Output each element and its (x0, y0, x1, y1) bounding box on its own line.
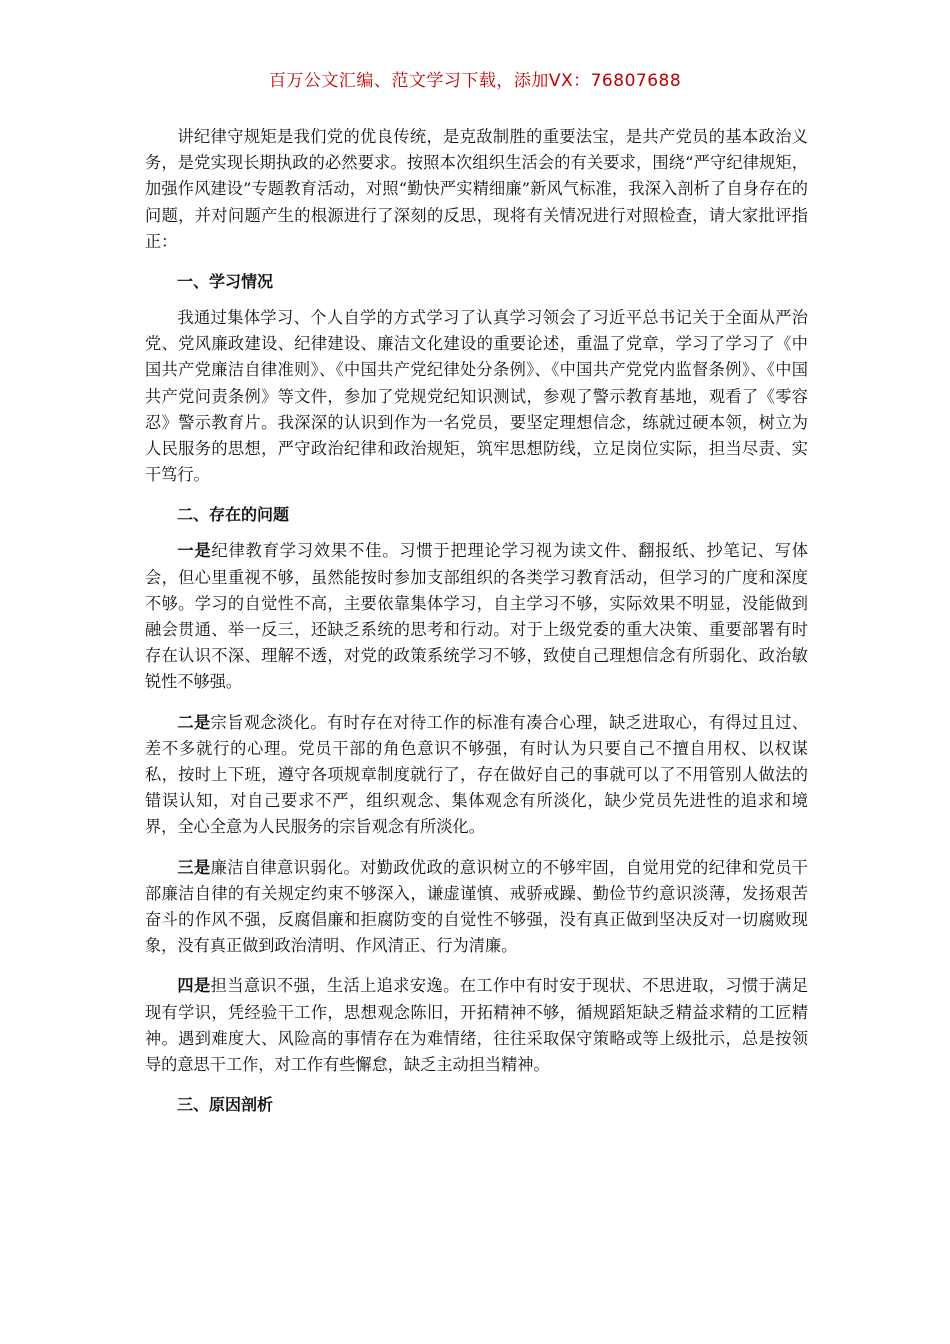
problem-item-4 (145, 973, 808, 1078)
problem-text-2: 宗旨观念淡化。有时存在对待工作的标准有凑合心理，缺乏进取心，有得过且过、差不多就行的心理。党员干部的角色意识不够强，有时认为只要自己不擅自用权、以权谋私，按时上下班，遵守各项规章制度就行了，存在做好自己的事就可以了不用管别人做法的错误认知，对自己要求不严，组织观念、集体观念有所淡化，缺少党员先进性的追求和境界，全心全意为人民服务的宗旨观念有所淡化。 (145, 712, 809, 837)
problem-text-3: 廉洁自律意识弱化。对勤政优政的意识树立的不够牢固，自觉用党的纪律和党员干部廉洁自律的有关规定约束不够深入，谦虚谨慎、戒骄戒躁、勤俭节约意识淡薄，发扬艰苦奋斗的作风不强，反腐倡廉和拒腐防变的自觉性不够强，没有真正做到坚决反对一切腐败现象，没有真正做到政治清明、作风清正、行为清廉。 (145, 857, 809, 956)
problem-lead-4: 四是 (177, 976, 211, 996)
section-heading-causes: 三、原因剖析 (177, 1095, 274, 1115)
study-paragraph: 我通过集体学习、个人自学的方式学习了认真学习领会了习近平总书记关于全面从严治党、党风廉政建设、纪律建设、廉洁文化建设的重要论述，重温了党章，学习了学习了《中国共产党廉洁自律准则》、《中国共产党纪律处分条例》、《中国共产党党内监督条例》、《中国共产党问责条例》等文件，参加了党规党纪知识测试，参观了警示教育基地，观看了《零容忍》警示教育片。我深深的认识到作为一名党员，要坚定理想信念，练就过硬本领，树立为人民服务的思想，严守政治纪律和政治规矩，筑牢思想防线，立足岗位实际，担当尽责、实干笃行。 (145, 308, 808, 485)
problem-item-3 (145, 855, 808, 960)
problem-item-1 (145, 538, 808, 695)
document-body (145, 124, 808, 1118)
problem-lead-2: 二是 (177, 712, 211, 732)
problem-lead-3: 三是 (177, 857, 211, 877)
problem-item-2 (145, 710, 808, 841)
intro-paragraph: 讲纪律守规矩是我们党的优良传统，是克敌制胜的重要法宝，是共产党员的基本政治义务，是党实现长期执政的必然要求。按照本次组织生活会的有关要求，围绕“严守纪律规矩，加强作风建设”专题教育活动，对照“勤快严实精细廉”新风气标准，我深入剖析了自身存在的问题，并对问题产生的根源进行了深刻的反思，现将有关情况进行对照检查，请大家批评指正： (145, 127, 808, 251)
problem-lead-1: 一是 (177, 541, 212, 561)
problem-text-1: 纪律教育学习效果不佳。习惯于把理论学习视为读文件、翻报纸、抄笔记、写体会，但心里重视不够，虽然能按时参加支部组织的各类学习教育活动，但学习的广度和深度不够。学习的自觉性不高，主要依靠集体学习，自主学习不够，实际效果不明显，没能做到融会贯通、举一反三，还缺乏系统的思考和行动。对于上级党委的重大决策、重要部署有时存在认识不深、理解不透，对党的政策系统学习不够，致使自己理想信念有所弱化、政治敏锐性不够强。 (145, 541, 809, 692)
problem-text-4: 担当意识不强，生活上追求安逸。在工作中有时安于现状、不思进取，习惯于满足现有学识，凭经验干工作，思想观念陈旧，开拓精神不够，循规蹈矩缺乏精益求精的工匠精神。遇到难度大、风险高的事情存在为难情绪，往往采取保守策略或等上级批示，总是按领导的意思干工作，对工作有些懈怠，缺乏主动担当精神。 (145, 976, 809, 1075)
watermark-header: 百万公文汇编、范文学习下载，添加VX：76807688 (268, 71, 682, 91)
section-heading-study: 一、学习情况 (177, 272, 274, 292)
section-heading-problems: 二、存在的问题 (177, 505, 290, 525)
